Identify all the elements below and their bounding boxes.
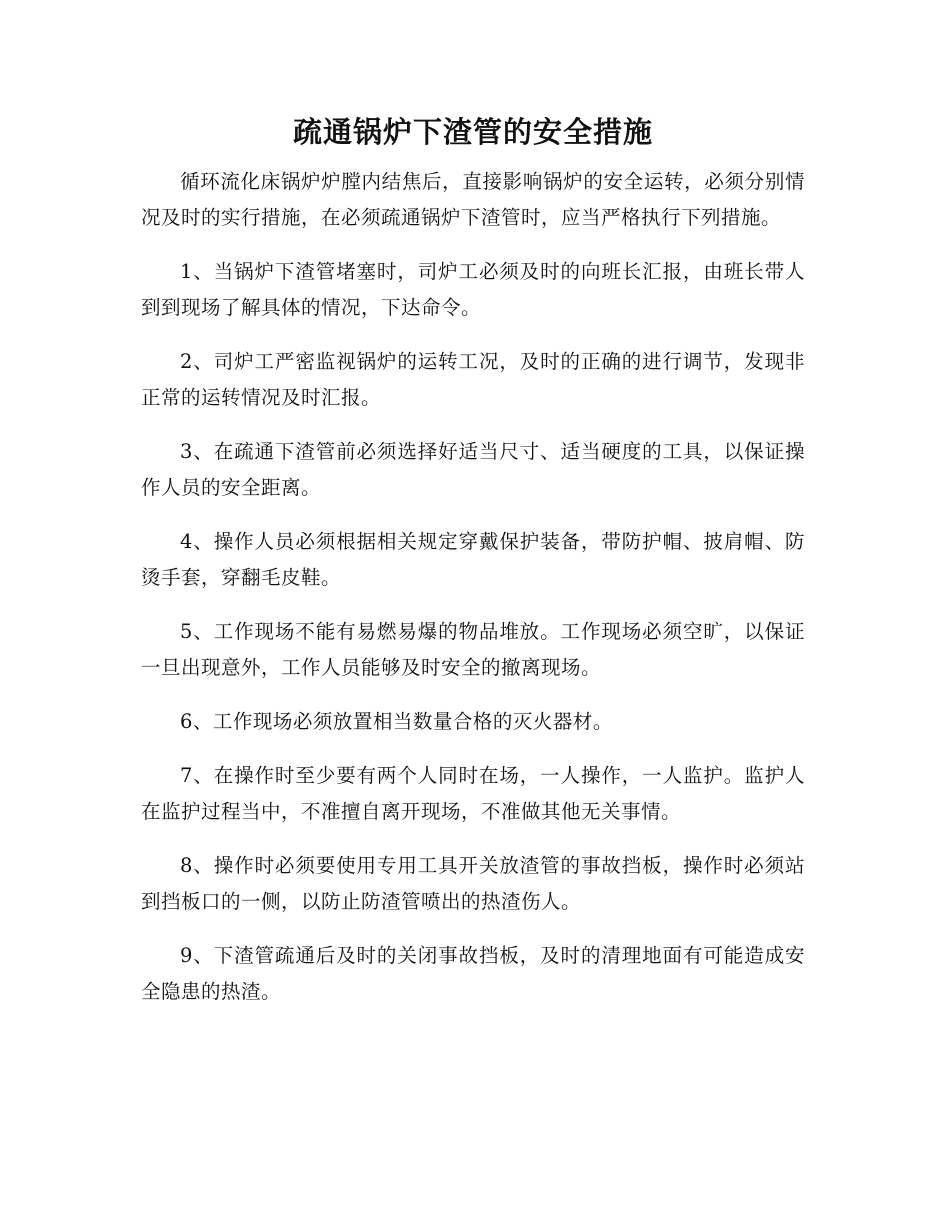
measure-item-1: 1、当锅炉下渣管堵塞时，司炉工必须及时的向班长汇报，由班长带人到到现场了解具体的情况，下达命令。: [141, 260, 805, 319]
measure-item-5: 5、工作现场不能有易燃易爆的物品堆放。工作现场必须空旷，以保证一旦出现意外，工作人员能够及时安全的撤离现场。: [141, 620, 805, 679]
intro-paragraph: 循环流化床锅炉炉膛内结焦后，直接影响锅炉的安全运转，必须分别情况及时的实行措施，在必须疏通锅炉下渣管时，应当严格执行下列措施。: [141, 170, 805, 229]
measure-item-9: 9、下渣管疏通后及时的关闭事故挡板，及时的清理地面有可能造成安全隐患的热渣。: [141, 944, 805, 1003]
measure-item-8: 8、操作时必须要使用专用工具开关放渣管的事故挡板，操作时必须站到挡板口的一侧，以防止防渣管喷出的热渣伤人。: [141, 854, 805, 913]
measure-item-6: 6、工作现场必须放置相当数量合格的灭火器材。: [180, 710, 613, 733]
document-title: 疏通锅炉下渣管的安全措施: [292, 115, 653, 149]
measure-item-3: 3、在疏通下渣管前必须选择好适当尺寸、适当硬度的工具，以保证操作人员的安全距离。: [141, 440, 805, 499]
measure-item-4: 4、操作人员必须根据相关规定穿戴保护装备，带防护帽、披肩帽、防烫手套，穿翻毛皮鞋。: [141, 530, 805, 589]
measure-item-2: 2、司炉工严密监视锅炉的运转工况，及时的正确的进行调节，发现非正常的运转情况及时汇报。: [141, 350, 805, 409]
measure-item-7: 7、在操作时至少要有两个人同时在场，一人操作，一人监护。监护人在监护过程当中，不准擅自离开现场，不准做其他无关事情。: [141, 764, 805, 823]
